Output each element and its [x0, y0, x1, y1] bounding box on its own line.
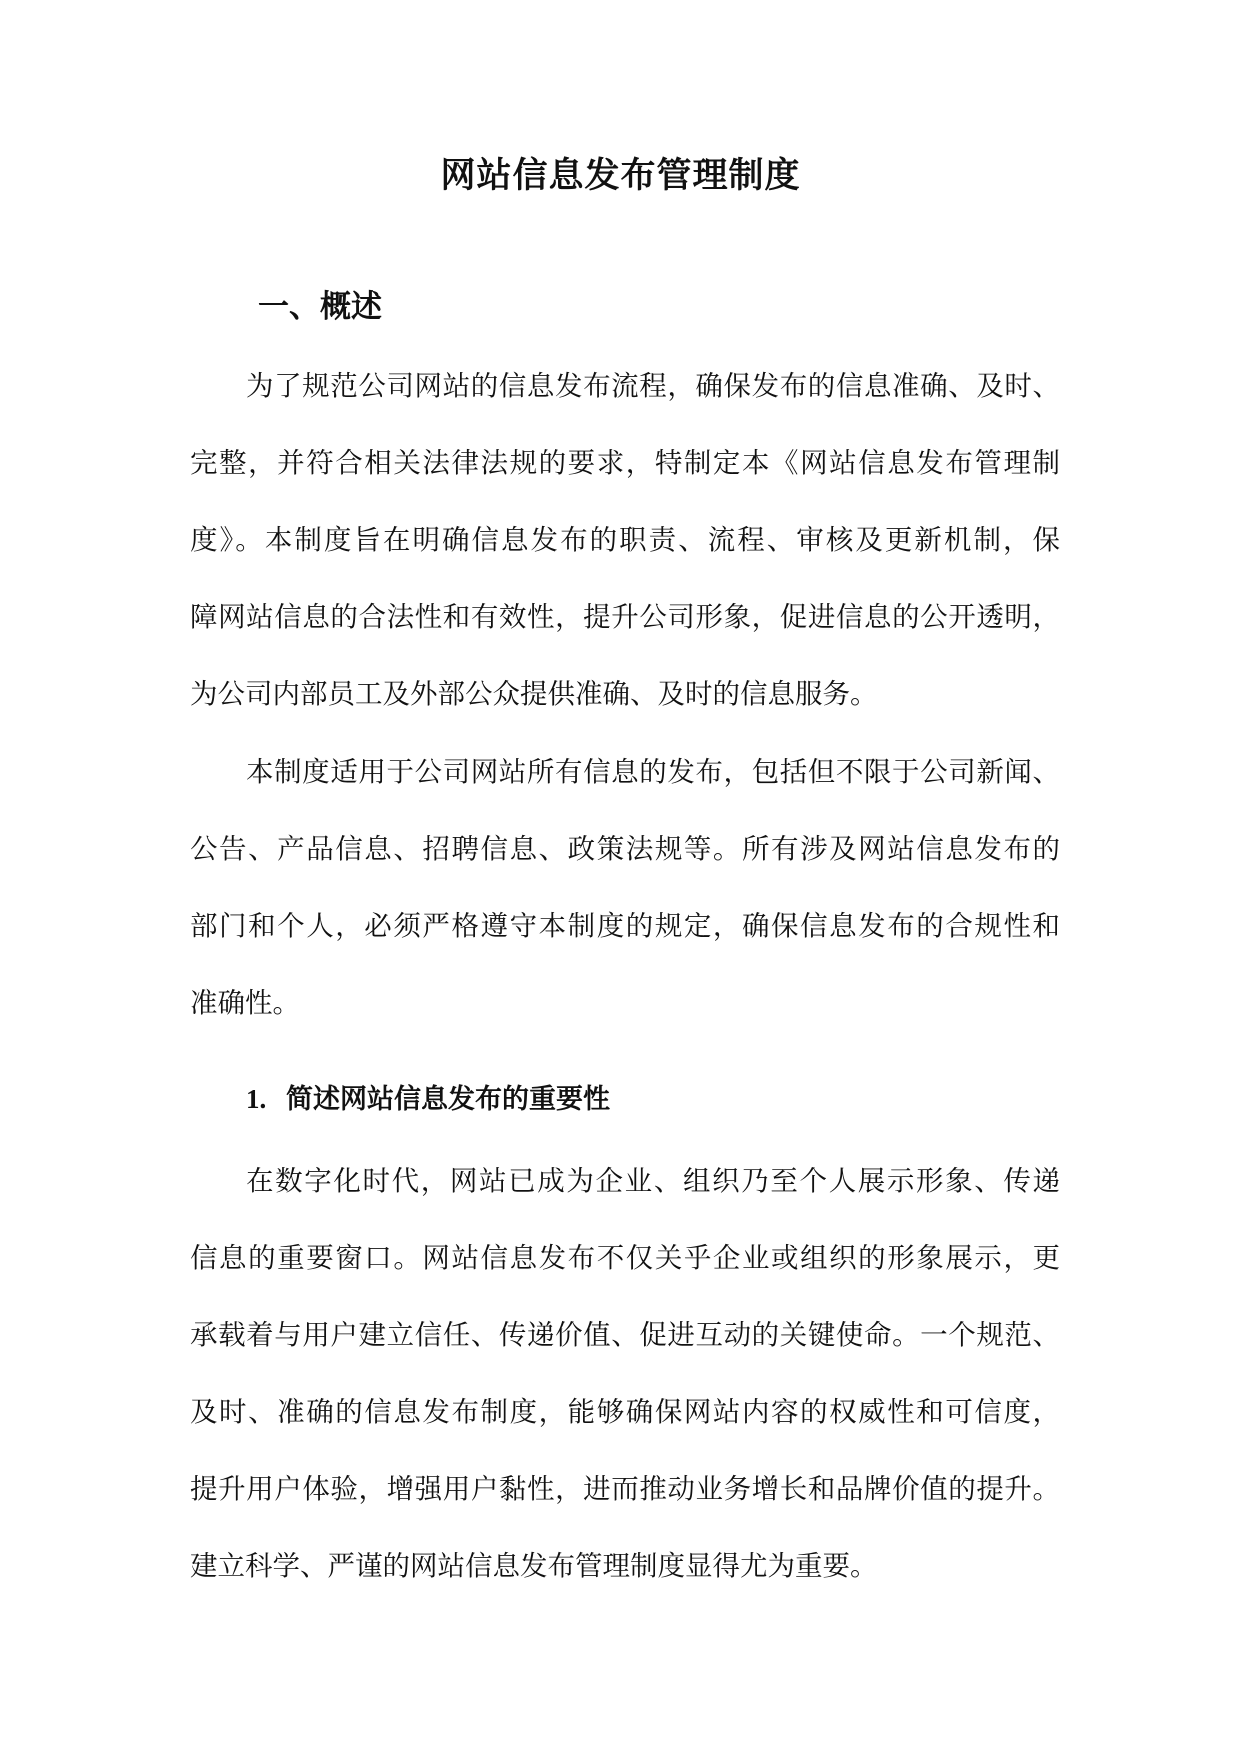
paragraph-2-line: 部门和个人，必须严格遵守本制度的规定，确保信息发布的合规性和 — [190, 910, 1060, 942]
document-title: 网站信息发布管理制度 — [440, 155, 801, 196]
paragraph-3-line: 建立科学、严谨的网站信息发布管理制度显得尤为重要。 — [190, 1550, 878, 1582]
paragraph-3-line: 承载着与用户建立信任、传递价值、促进互动的关键使命。一个规范、 — [190, 1319, 1060, 1351]
paragraph-1-line: 为公司内部员工及外部公众提供准确、及时的信息服务。 — [190, 678, 878, 710]
paragraph-1-line: 为了规范公司网站的信息发布流程，确保发布的信息准确、及时、 — [246, 370, 1060, 402]
paragraph-3-line: 在数字化时代，网站已成为企业、组织乃至个人展示形象、传递 — [246, 1165, 1060, 1197]
section-heading-overview: 一、概述 — [258, 289, 382, 325]
paragraph-3-line: 提升用户体验，增强用户黏性，进而推动业务增长和品牌价值的提升。 — [190, 1473, 1060, 1505]
paragraph-2-line: 准确性。 — [190, 987, 300, 1019]
subsection-title: 简述网站信息发布的重要性 — [286, 1084, 610, 1115]
subsection-heading — [246, 1077, 610, 1122]
paragraph-2-line: 公告、产品信息、招聘信息、政策法规等。所有涉及网站信息发布的 — [190, 833, 1060, 865]
paragraph-1-line: 完整，并符合相关法律法规的要求，特制定本《网站信息发布管理制 — [190, 447, 1060, 479]
paragraph-3-line: 信息的重要窗口。网站信息发布不仅关乎企业或组织的形象展示，更 — [190, 1242, 1060, 1274]
paragraph-1-line: 度》。本制度旨在明确信息发布的职责、流程、审核及更新机制，保 — [190, 524, 1060, 556]
paragraph-3-line: 及时、准确的信息发布制度，能够确保网站内容的权威性和可信度， — [190, 1396, 1060, 1428]
paragraph-1-line: 障网站信息的合法性和有效性，提升公司形象，促进信息的公开透明， — [190, 601, 1060, 633]
paragraph-2-line: 本制度适用于公司网站所有信息的发布，包括但不限于公司新闻、 — [246, 756, 1060, 788]
subsection-number: 1. — [246, 1084, 267, 1114]
